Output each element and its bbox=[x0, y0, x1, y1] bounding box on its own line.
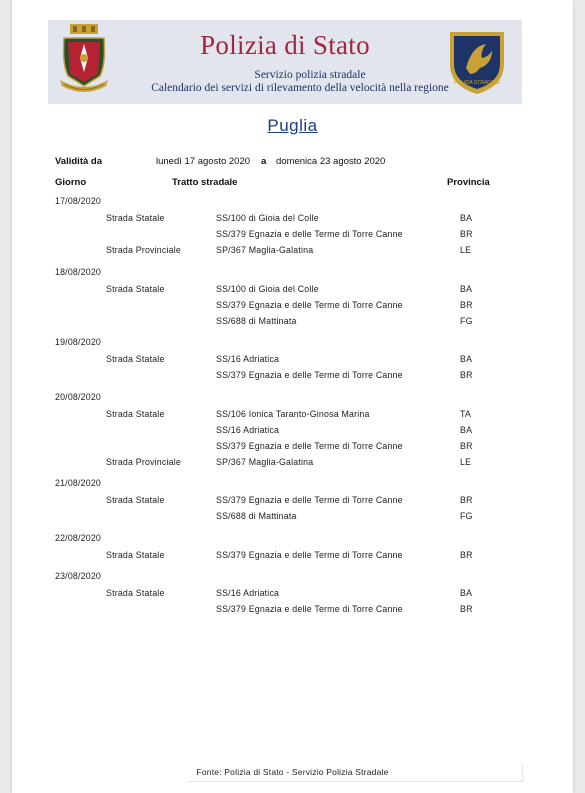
road-section: SS/379 Egnazia e delle Terme di Torre Canne bbox=[216, 604, 403, 614]
schedule-row bbox=[0, 588, 585, 604]
road-type: Strada Statale bbox=[106, 354, 165, 365]
road-type: Strada Statale bbox=[106, 283, 165, 294]
road-section: SS/379 Egnazia e delle Terme di Torre Canne bbox=[216, 440, 403, 451]
region-title: Puglia bbox=[267, 116, 318, 135]
province-code: BR bbox=[460, 370, 473, 381]
road-section: SS/100 di Gioia del Colle bbox=[216, 213, 319, 223]
road-section: SS/100 di Gioia del Colle bbox=[216, 283, 319, 294]
footer-divider bbox=[188, 781, 524, 782]
province-code: BA bbox=[460, 587, 473, 598]
schedule-list bbox=[0, 196, 585, 625]
column-header-day: Giorno bbox=[55, 177, 87, 188]
brand-title: Polizia di Stato bbox=[200, 30, 370, 60]
day-date: 21/08/2020 bbox=[55, 478, 102, 489]
schedule-row bbox=[0, 245, 585, 261]
road-section: SS/106 Ionica Taranto-Ginosa Marina bbox=[216, 408, 370, 419]
road-type: Strada Statale bbox=[106, 495, 165, 506]
document-header bbox=[48, 20, 522, 104]
province-code: BR bbox=[460, 440, 473, 451]
province-code: BR bbox=[460, 549, 473, 560]
province-code: FG bbox=[460, 315, 473, 326]
schedule-row bbox=[0, 229, 585, 245]
road-type: Strada Provinciale bbox=[106, 245, 181, 256]
road-section: SS/16 Adriatica bbox=[216, 587, 280, 598]
calendar-subtitle: Calendario dei servizi di rilevamento della velocità nella regione bbox=[151, 82, 449, 94]
road-section: SS/379 Egnazia e delle Terme di Torre Canne bbox=[216, 229, 403, 240]
province-code: BR bbox=[460, 604, 473, 614]
day-group bbox=[0, 478, 585, 495]
schedule-row bbox=[0, 284, 585, 300]
province-code: LE bbox=[460, 245, 472, 256]
schedule-row bbox=[0, 316, 585, 332]
province-code: BA bbox=[460, 424, 473, 435]
schedule-row bbox=[0, 213, 585, 229]
road-section: SS/379 Egnazia e delle Terme di Torre Canne bbox=[216, 299, 403, 310]
province-code: BR bbox=[460, 495, 473, 506]
province-code: BR bbox=[460, 299, 473, 310]
road-type: Strada Statale bbox=[106, 213, 165, 223]
schedule-row bbox=[0, 441, 585, 457]
column-header-province: Provincia bbox=[447, 177, 490, 188]
shield-text: POLIZIA STRADALE bbox=[453, 80, 501, 86]
service-subtitle: Servizio polizia stradale bbox=[254, 69, 366, 81]
road-section: SS/16 Adriatica bbox=[216, 424, 280, 435]
schedule-row bbox=[0, 550, 585, 566]
road-section: SS/688 di Mattinata bbox=[216, 315, 297, 326]
road-section: SS/688 di Mattinata bbox=[216, 511, 297, 522]
schedule-row bbox=[0, 300, 585, 316]
validity-to: domenica 23 agosto 2020 bbox=[276, 156, 386, 167]
day-group bbox=[0, 533, 585, 550]
schedule-row bbox=[0, 457, 585, 473]
road-section: SS/16 Adriatica bbox=[216, 354, 280, 365]
schedule-row bbox=[0, 495, 585, 511]
province-code: FG bbox=[460, 511, 473, 522]
province-code: TA bbox=[460, 408, 471, 419]
day-group bbox=[0, 196, 585, 213]
footer-vertical-divider bbox=[522, 765, 523, 781]
schedule-row bbox=[0, 425, 585, 441]
road-section: SS/379 Egnazia e delle Terme di Torre Canne bbox=[216, 549, 403, 560]
road-type: Strada Provinciale bbox=[106, 457, 181, 468]
province-code: LE bbox=[460, 457, 472, 468]
province-code: BA bbox=[460, 213, 473, 223]
road-section: SP/367 Maglia-Galatina bbox=[216, 245, 314, 256]
column-header-road: Tratto stradale bbox=[172, 177, 238, 188]
day-date: 22/08/2020 bbox=[55, 532, 102, 543]
day-date: 18/08/2020 bbox=[55, 266, 102, 277]
validity-label: Validità da bbox=[55, 156, 102, 167]
polizia-stradale-shield-icon bbox=[446, 28, 508, 96]
validity-separator: a bbox=[261, 156, 267, 167]
validity-from: lunedì 17 agosto 2020 bbox=[156, 156, 251, 167]
day-date: 19/08/2020 bbox=[55, 337, 102, 348]
schedule-row bbox=[0, 409, 585, 425]
day-date: 23/08/2020 bbox=[55, 570, 102, 581]
road-type: Strada Statale bbox=[106, 408, 165, 419]
road-section: SS/379 Egnazia e delle Terme di Torre Canne bbox=[216, 370, 403, 381]
day-group bbox=[0, 337, 585, 354]
road-section: SP/367 Maglia-Galatina bbox=[216, 457, 314, 468]
footer-source: Fonte: Polizia di Stato - Servizio Polizia Stradale bbox=[196, 767, 389, 777]
schedule-row bbox=[0, 370, 585, 386]
road-section: SS/379 Egnazia e delle Terme di Torre Canne bbox=[216, 495, 403, 506]
province-code: BR bbox=[460, 229, 473, 240]
day-group bbox=[0, 392, 585, 409]
road-type: Strada Statale bbox=[106, 549, 165, 560]
schedule-row bbox=[0, 354, 585, 370]
province-code: BA bbox=[460, 283, 473, 294]
day-date: 20/08/2020 bbox=[55, 391, 102, 402]
province-code: BA bbox=[460, 354, 473, 365]
day-date: 17/08/2020 bbox=[55, 196, 102, 206]
day-group bbox=[0, 571, 585, 588]
schedule-row bbox=[0, 604, 585, 620]
schedule-row bbox=[0, 511, 585, 527]
day-group bbox=[0, 267, 585, 284]
road-type: Strada Statale bbox=[106, 587, 165, 598]
